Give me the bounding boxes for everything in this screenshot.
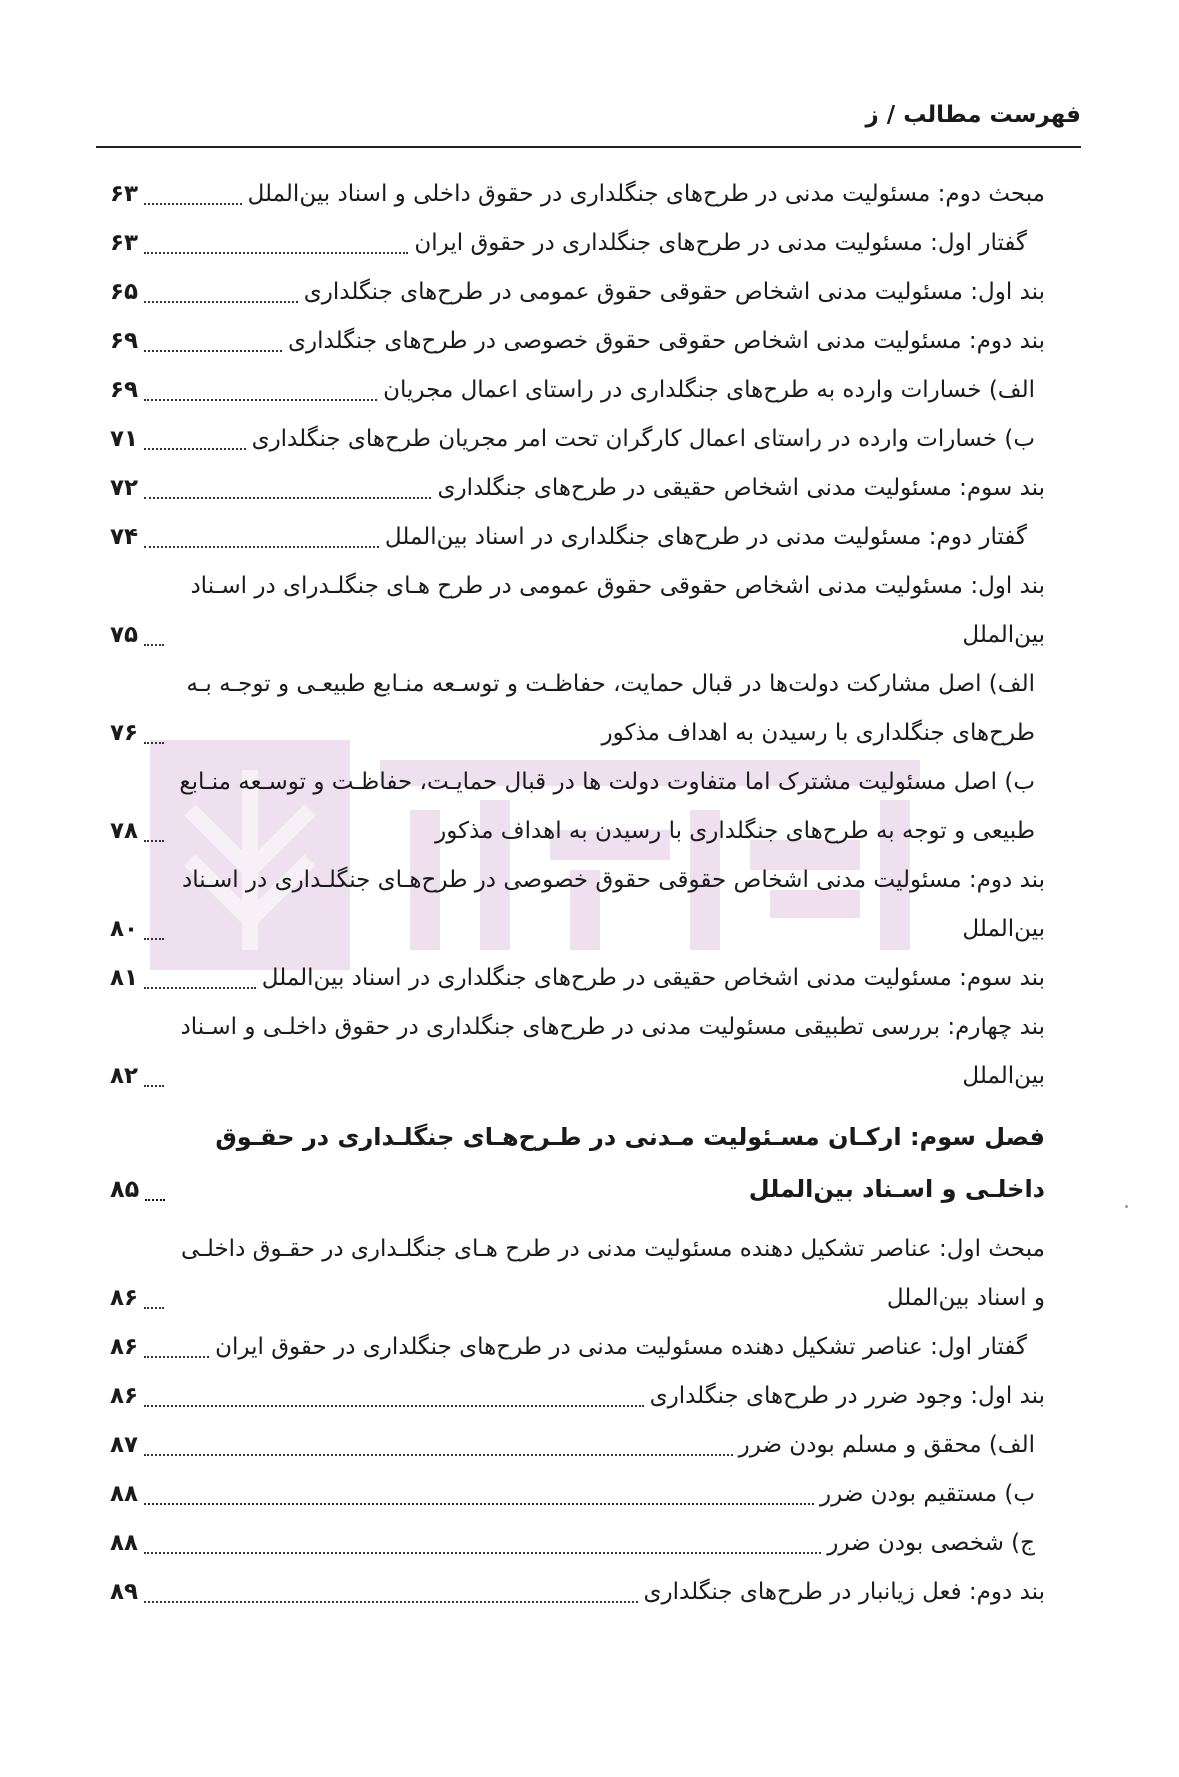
toc-entry[interactable] (110, 1519, 1045, 1568)
leader-dots (144, 1454, 733, 1456)
leader-dots (144, 203, 242, 205)
toc-entry[interactable] (110, 1568, 1045, 1617)
toc-entry-page: ۷۵ (110, 622, 139, 648)
toc-entry[interactable] (110, 415, 1045, 464)
toc-entry-title: بند سوم: مسئولیت مدنی اشخاص حقیقی در طرح‌های جنگلداری (437, 475, 1045, 501)
toc-entry-page: ۸۹ (110, 1579, 139, 1605)
toc-entry-title: بند اول: وجود ضرر در طرح‌های جنگلداری (649, 1383, 1045, 1409)
toc-entry-title: الف) اصل مشارکت دولت‌ها در قبال حمایت، حفاظـت و توسـعه منـابع طبیعـی و توجـه بـه طرح‌های جنگلداری با رسیدن به اهداف مذکور (186, 671, 1035, 746)
toc-entry[interactable] (110, 758, 1045, 856)
toc-entry-page: ۶۳ (110, 181, 139, 207)
leader-dots (144, 1085, 164, 1087)
toc-entry-page: ۸۸ (110, 1481, 139, 1507)
toc-chapter-entry[interactable] (110, 1111, 1045, 1215)
toc-entry-title: گفتار اول: مسئولیت مدنی در طرح‌های جنگلداری در حقوق ایران (414, 230, 1027, 256)
toc-entry[interactable] (110, 1421, 1045, 1470)
leader-dots (144, 1552, 821, 1554)
toc-entry-title: ب) اصل مسئولیت مشترک اما متفاوت دولت ها در قبال حمایـت، حفاظـت و توسـعه منـابع طبیعی و توجه به طرح‌های جنگلداری با رسیدن به اهداف مذکور (179, 769, 1035, 844)
leader-dots (144, 938, 164, 940)
toc-entry[interactable] (110, 856, 1045, 954)
toc-entry[interactable] (110, 1003, 1045, 1101)
toc-entry-title: ب) خسارات وارده در راستای اعمال کارگران تحت امر مجریان طرح‌های جنگلداری (251, 426, 1035, 452)
toc-entry[interactable] (110, 513, 1045, 562)
toc-entry[interactable] (110, 1470, 1045, 1519)
toc-entry[interactable] (110, 219, 1045, 268)
toc-entry-title: مبحث اول: عناصر تشکیل دهنده مسئولیت مدنی در طرح هـای جنگلـداری در حقـوق داخلـی و اسناد بین‌الملل (180, 1236, 1045, 1311)
toc-entry-title: بند اول: مسئولیت مدنی اشخاص حقوقی حقوق عمومی در طرح‌های جنگلداری (303, 279, 1045, 305)
leader-dots (144, 252, 408, 254)
leader-dots (144, 1356, 209, 1358)
leader-dots (144, 399, 377, 401)
toc-chapter-title: فصل سوم: ارکـان مسـئولیت مـدنی در طـرح‌هـای جنگلـداری در حقـوق داخلـی و اسـناد بین‌الملل (215, 1123, 1045, 1203)
toc-entry-page: ۷۸ (110, 818, 139, 844)
toc-entry-title: ب) مستقیم بودن ضرر (820, 1481, 1035, 1507)
toc-entry-page: ۸۰ (110, 916, 139, 942)
page-header (96, 98, 1081, 148)
toc-entry-title: بند دوم: مسئولیت مدنی اشخاص حقوقی حقوق خصوصی در طرح‌هـای جنگلـداری در اسـناد بین‌الملل (182, 867, 1045, 942)
toc-entry-title: ج) شخصی بودن ضرر (827, 1530, 1035, 1556)
toc-entry[interactable] (110, 170, 1045, 219)
toc-entry[interactable] (110, 268, 1045, 317)
leader-dots (144, 546, 379, 548)
toc-entry[interactable] (110, 562, 1045, 660)
leader-dots (144, 840, 164, 842)
toc-entry[interactable] (110, 464, 1045, 513)
toc-entry[interactable] (110, 954, 1045, 1003)
toc-entry-title: بند چهارم: بررسی تطبیقی مسئولیت مدنی در طرح‌های جنگلداری در حقوق داخلـی و اسـناد بین‌الملل (180, 1014, 1045, 1089)
leader-dots (144, 497, 431, 499)
toc-entry-page: ۶۵ (110, 279, 139, 305)
toc-entry-title: الف) محقق و مسلم بودن ضرر (738, 1432, 1035, 1458)
toc-entry-page: ۸۸ (110, 1530, 139, 1556)
toc-entry-page: ۷۲ (110, 475, 139, 501)
leader-dots (145, 1199, 165, 1201)
toc-entry-title: الف) خسارات وارده به طرح‌های جنگلداری در راستای اعمال مجریان (383, 377, 1035, 403)
leader-dots (144, 1307, 164, 1309)
toc-entry[interactable] (110, 660, 1045, 758)
leader-dots (144, 1405, 644, 1407)
toc-entry-title: گفتار اول: عناصر تشکیل دهنده مسئولیت مدنی در طرح‌های جنگلداری در حقوق ایران (215, 1334, 1027, 1360)
toc-entry-page: ۷۱ (110, 426, 139, 452)
leader-dots (144, 448, 245, 450)
toc-entry-title: مبحث دوم: مسئولیت مدنی در طرح‌های جنگلداری در حقوق داخلی و اسناد بین‌الملل (247, 181, 1045, 207)
toc-entry-title: بند دوم: فعل زیانبار در طرح‌های جنگلداری (643, 1579, 1045, 1605)
toc-entry-title: بند دوم: مسئولیت مدنی اشخاص حقوقی حقوق خصوصی در طرح‌های جنگلداری (288, 328, 1045, 354)
leader-dots (144, 644, 164, 646)
leader-dots (144, 301, 298, 303)
toc-entry[interactable] (110, 1225, 1045, 1323)
toc-entry-page: ۶۳ (110, 230, 139, 256)
toc-entry[interactable] (110, 366, 1045, 415)
leader-dots (144, 1601, 637, 1603)
toc-entry-title: بند اول: مسئولیت مدنی اشخاص حقوقی حقوق عمومی در طرح هـای جنگلـدرای در اسـناد بین‌الملل (190, 573, 1045, 648)
toc-entry-page: ۷۴ (110, 524, 139, 550)
toc-entry-page: ۶۹ (110, 328, 139, 354)
toc-entry-page: ۸۶ (110, 1334, 139, 1360)
page-title: فهرست مطالب / ز (865, 102, 1081, 128)
toc-entry-title: بند سوم: مسئولیت مدنی اشخاص حقیقی در طرح‌های جنگلداری در اسناد بین‌الملل (261, 965, 1045, 991)
toc-entry-page: ۸۶ (110, 1285, 139, 1311)
toc-entry-page: ۸۱ (110, 965, 139, 991)
leader-dots (144, 987, 256, 989)
toc-entry-title: گفتار دوم: مسئولیت مدنی در طرح‌های جنگلداری در اسناد بین‌الملل (384, 524, 1027, 550)
leader-dots (144, 350, 282, 352)
toc-entry-page: ۶۹ (110, 377, 139, 403)
leader-dots (144, 742, 164, 744)
table-of-contents (110, 170, 1045, 1617)
toc-entry[interactable] (110, 1323, 1045, 1372)
toc-entry[interactable] (110, 1372, 1045, 1421)
toc-entry-page: ۸۲ (110, 1063, 139, 1089)
toc-entry-page: ۸۶ (110, 1383, 139, 1409)
scan-speck (1125, 1205, 1128, 1208)
toc-entry[interactable] (110, 317, 1045, 366)
leader-dots (144, 1503, 814, 1505)
toc-entry-page: ۸۵ (110, 1175, 140, 1203)
toc-entry-page: ۷۶ (110, 720, 139, 746)
toc-entry-page: ۸۷ (110, 1432, 139, 1458)
